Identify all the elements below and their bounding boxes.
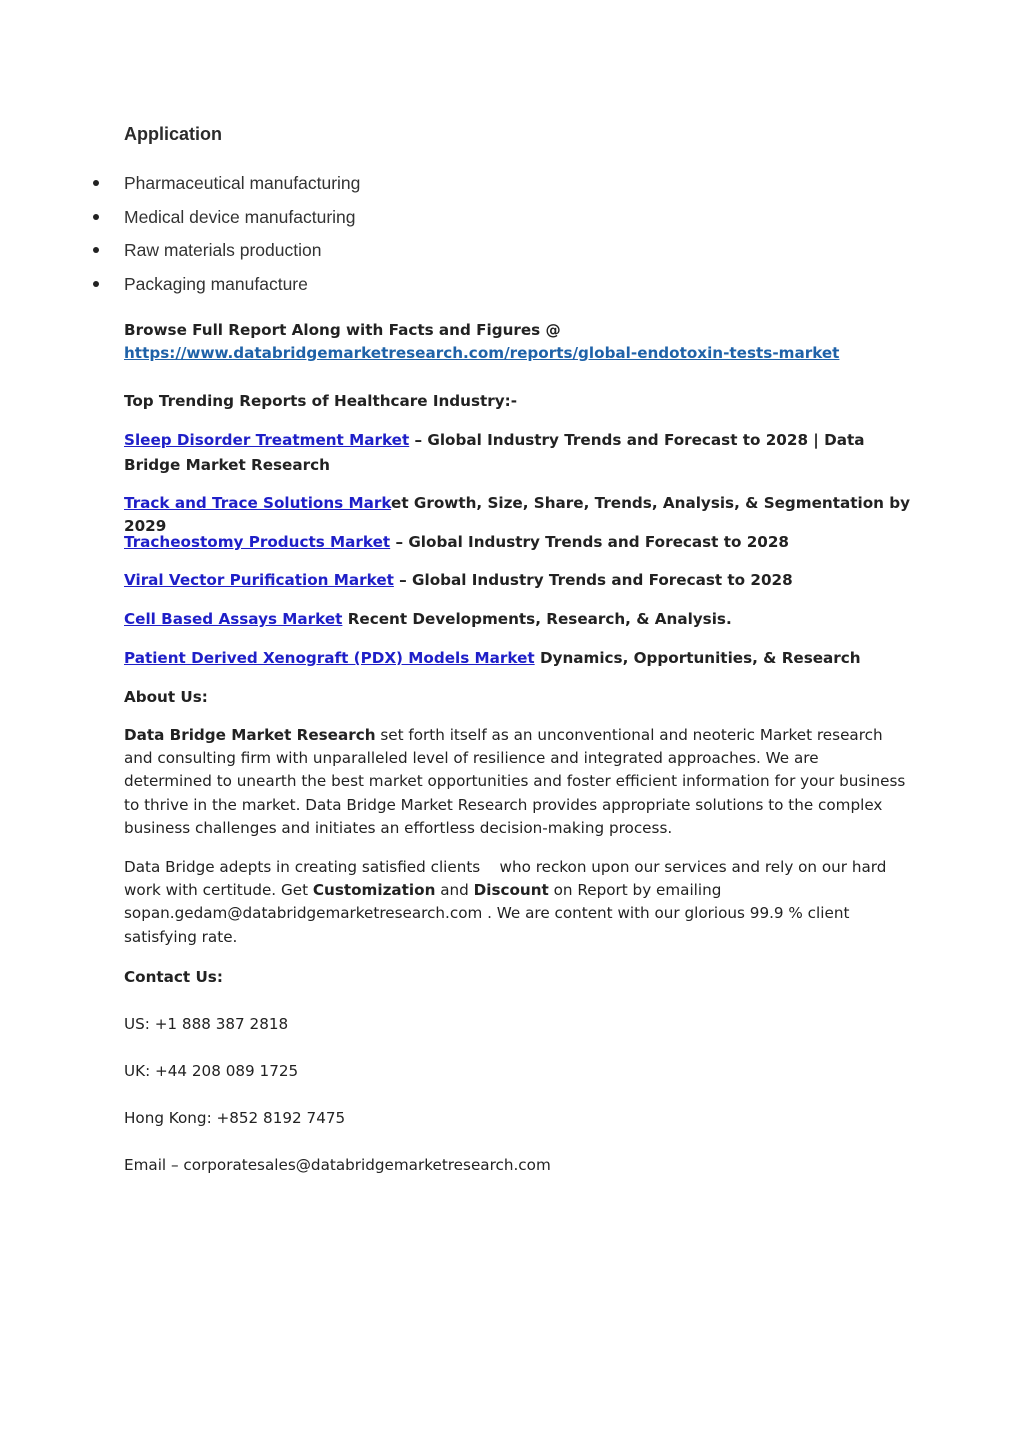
contact-us-phone: US: +1 888 387 2818 [124, 1015, 289, 1033]
tracheostomy-link[interactable]: Tracheostomy Products Market [124, 533, 391, 551]
trending-report-1: Sleep Disorder Treatment Market – Global Industry Trends and Forecast to 2028 | Data Bridge Market Research [124, 431, 865, 474]
track-trace-link[interactable]: Track and Trace Solutions Mark [124, 494, 392, 512]
browse-report-label: Browse Full Report Along with Facts and Figures @ [124, 321, 561, 339]
pdx-models-link[interactable]: Patient Derived Xenograft (PDX) Models Market [124, 649, 535, 667]
trending-report-5: Cell Based Assays Market Recent Developments, Research, & Analysis. [124, 610, 732, 628]
company-name: Data Bridge Market Research [124, 726, 376, 744]
about-paragraph-2: Data Bridge adepts in creating satisfied clients who reckon upon our services and rely on our hard work with certitude. Get Customization and Discount on Report by emailing sopan.gedam@databridgemarketresearch.com . We are content with our glorious 99.9 % client satisfying rate. [124, 858, 892, 946]
contact-uk-phone: UK: +44 208 089 1725 [124, 1062, 299, 1080]
trending-report-3: Tracheostomy Products Market – Global Industry Trends and Forecast to 2028 [124, 533, 789, 551]
viral-vector-link[interactable]: Viral Vector Purification Market [124, 571, 394, 589]
contact-email: Email – corporatesales@databridgemarketresearch.com [124, 1156, 551, 1174]
contact-heading: Contact Us: [124, 968, 223, 986]
bullet-icon [93, 281, 99, 287]
list-item: Medical device manufacturing [88, 206, 360, 240]
bullet-icon [93, 214, 99, 220]
trending-report-6: Patient Derived Xenograft (PDX) Models Market Dynamics, Opportunities, & Research [124, 649, 861, 667]
trending-report-2: Track and Trace Solutions Market Growth, Size, Share, Trends, Analysis, & Segmentation by 2029 [124, 494, 911, 535]
report-url-link[interactable]: https://www.databridgemarketresearch.com/reports/global-endotoxin-tests-market [124, 344, 840, 362]
bullet-icon [93, 180, 99, 186]
application-list [88, 172, 360, 307]
bullet-icon [93, 247, 99, 253]
about-heading: About Us: [124, 688, 208, 706]
list-item: Pharmaceutical manufacturing [88, 172, 360, 206]
trending-heading: Top Trending Reports of Healthcare Industry:- [124, 392, 518, 410]
list-item: Raw materials production [88, 239, 360, 273]
sleep-disorder-link[interactable]: Sleep Disorder Treatment Market [124, 431, 410, 449]
list-item: Packaging manufacture [88, 273, 360, 307]
trending-report-4: Viral Vector Purification Market – Global Industry Trends and Forecast to 2028 [124, 571, 793, 589]
cell-assays-link[interactable]: Cell Based Assays Market [124, 610, 343, 628]
application-heading: Application [124, 124, 222, 144]
contact-hk-phone: Hong Kong: +852 8192 7475 [124, 1109, 346, 1127]
browse-report-block [124, 319, 904, 365]
about-paragraph-1: Data Bridge Market Research set forth itself as an unconventional and neoteric Market research and consulting firm with unparalleled level of resilience and integrated approaches. We are determined to unearth the best market opportunities and foster efficient information for your business to thrive in the market. Data Bridge Market Research provides appropriate solutions to the complex business challenges and initiates an effortless decision-making process. [124, 726, 906, 837]
